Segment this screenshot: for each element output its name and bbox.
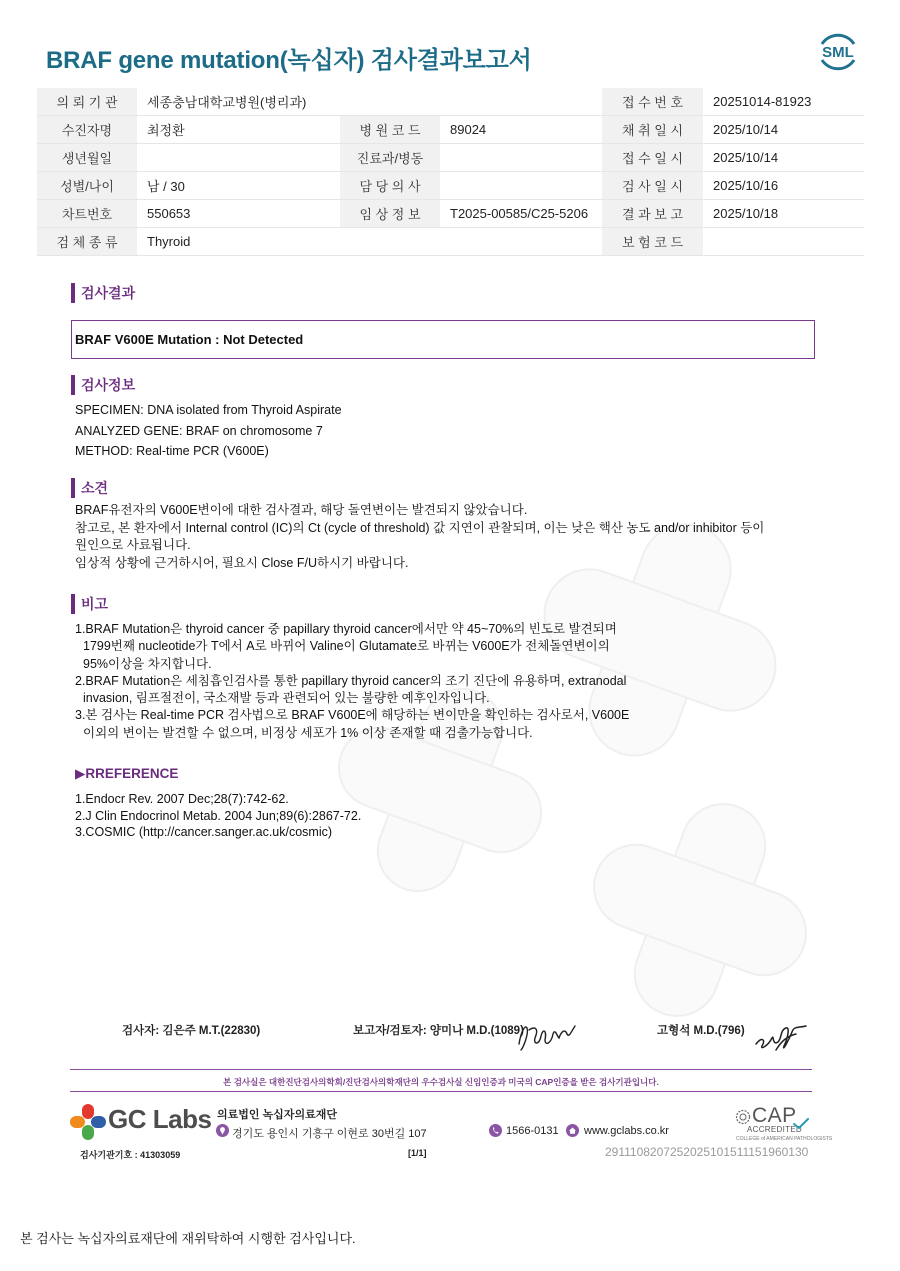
opinion-line: 원인으로 사료됩니다.: [75, 538, 191, 553]
sex-age-value: 남 / 30: [137, 172, 340, 200]
table-row: [37, 172, 864, 200]
address-text: 경기도 용인시 기흥구 이현로 30번길 107: [232, 1128, 427, 1140]
remarks-lines: [75, 621, 629, 742]
receipt-date-label: 접 수 일 시: [602, 144, 703, 172]
patient-name-value: 최정환: [137, 116, 340, 144]
home-icon: [566, 1124, 579, 1137]
test-date-label: 검 사 일 시: [602, 172, 703, 200]
cap-accredited-text: ACCREDITED: [747, 1125, 803, 1134]
remark-line: 이외의 변이는 발견할 수 없으며, 비정상 세포가 1% 이상 존재할 때 검출가능합니다.: [83, 725, 533, 740]
receipt-no-label: 접 수 번 호: [602, 88, 703, 116]
birth-date-value: [137, 144, 340, 172]
phone-icon: [489, 1124, 502, 1137]
patient-info-table: [37, 88, 864, 256]
institution-code: 검사기관기호 : 41303059: [80, 1150, 181, 1160]
accreditation-note: 본 검사실은 대한진단검사의학회/진단검사의학재단의 우수검사실 신임인증과 미국의 CAP인증을 받은 검사기관입니다.: [223, 1077, 659, 1087]
test-info-heading: 검사정보: [71, 375, 135, 395]
receipt-date-value: 2025/10/14: [703, 144, 864, 172]
referring-institution-label: 의 뢰 기 관: [37, 88, 137, 116]
opinion-lines: [75, 502, 764, 573]
location-pin-icon: [216, 1124, 229, 1137]
opinion-line: 임상적 상황에 근거하시어, 필요시 Close F/U하시기 바랍니다.: [75, 556, 409, 571]
reference-item: 2.J Clin Endocrinol Metab. 2004 Jun;89(6):2867-72.: [75, 808, 362, 823]
remark-line: 95%이상을 차지합니다.: [83, 656, 212, 671]
table-row: [37, 200, 864, 228]
sml-logo-text: SML: [822, 44, 854, 61]
report-date-value: 2025/10/18: [703, 200, 864, 228]
table-row: [37, 116, 864, 144]
method-line: METHOD: Real-time PCR (V600E): [75, 444, 269, 458]
organization-name: 의료법인 녹십자의료재단: [217, 1109, 337, 1121]
remark-line: 3.본 검사는 Real-time PCR 검사법으로 BRAF V600E에 해당하는 변이만을 확인하는 검사로서, V600E: [75, 708, 630, 723]
report-date-label: 결 과 보 고: [602, 200, 703, 228]
accreditation-bottom-divider: [70, 1091, 812, 1092]
sml-logo: [814, 28, 862, 76]
collection-date-value: 2025/10/14: [703, 116, 864, 144]
remark-line: invasion, 림프절전이, 국소재발 등과 관련되어 있는 불량한 예후인자입니다.: [83, 691, 490, 706]
analyzed-gene-line: ANALYZED GENE: BRAF on chromosome 7: [75, 423, 323, 438]
department-label: 진료과/병동: [340, 144, 440, 172]
reference-item: 1.Endocr Rev. 2007 Dec;28(7):742-62.: [75, 792, 289, 806]
remark-line: 1799번째 nucleotide가 T에서 A로 바뀌어 Valine이 Glutamate로 바뀌는 V600E가 전체돌연변이의: [83, 639, 610, 654]
opinion-line: BRAF유전자의 V600E변이에 대한 검사결과, 해당 돌연변이는 발견되지 않았습니다.: [75, 503, 528, 517]
physician-value: [440, 172, 602, 200]
specimen-line: SPECIMEN: DNA isolated from Thyroid Aspirate: [75, 403, 342, 417]
result-heading: 검사결과: [71, 283, 135, 303]
cap-logo-text: CAP: [752, 1104, 797, 1127]
table-row: [37, 228, 864, 256]
insurance-code-label: 보 험 코 드: [602, 228, 703, 256]
page-number: [1/1]: [408, 1148, 427, 1158]
birth-date-label: 생년월일: [37, 144, 137, 172]
clinical-info-value: T2025-00585/C25-5206: [440, 200, 602, 228]
reference-heading: ▶RREFERENCE: [75, 766, 179, 781]
outsourcing-note: 본 검사는 녹십자의료재단에 재위탁하여 시행한 검사입니다.: [20, 1231, 356, 1246]
clinical-info-label: 임 상 정 보: [340, 200, 440, 228]
reference-item: 3.COSMIC (http://cancer.sanger.ac.uk/cosmic): [75, 825, 333, 839]
barcode-number: 2911108207252025101511151960130: [605, 1145, 809, 1159]
cap-gear-icon: [735, 1109, 751, 1125]
gc-labs-logo-icon: [70, 1104, 106, 1140]
referring-institution-value: 세종충남대학교병원(병리과): [137, 88, 602, 116]
reference-lines: [75, 791, 361, 841]
reporter-signature-text: 보고자/검토자: 양미나 M.D.(1089): [353, 1025, 524, 1037]
specimen-type-value: Thyroid: [137, 228, 602, 256]
hospital-code-value: 89024: [440, 116, 602, 144]
report-title: BRAF gene mutation(녹십자) 검사결과보고서: [46, 47, 532, 74]
opinion-line: 참고로, 본 환자에서 Internal control (IC)의 Ct (cycle of threshold) 값 지연이 관찰되며, 이는 낮은 핵산 농도 and/or inhibitor 등이: [75, 520, 765, 535]
result-box: BRAF V600E Mutation : Not Detected: [71, 320, 815, 359]
chart-no-label: 차트번호: [37, 200, 137, 228]
test-date-value: 2025/10/16: [703, 172, 864, 200]
physician-label: 담 당 의 사: [340, 172, 440, 200]
test-info-lines: [75, 400, 342, 462]
tester-signature-text: 검사자: 김은주 M.T.(22830): [122, 1025, 261, 1037]
hospital-code-label: 병 원 코 드: [340, 116, 440, 144]
opinion-heading: 소견: [71, 478, 108, 498]
accreditation-top-divider: [70, 1069, 812, 1070]
table-row: [37, 144, 864, 172]
sex-age-label: 성별/나이: [37, 172, 137, 200]
gc-labs-logo-text: GC Labs: [108, 1104, 212, 1134]
remark-line: 2.BRAF Mutation은 세침흡인검사를 통한 papillary thyroid cancer의 조기 진단에 유용하며, extranodal: [75, 673, 627, 688]
cap-check-icon: [793, 1118, 809, 1130]
collection-date-label: 채 취 일 시: [602, 116, 703, 144]
director-handwritten-signature: [752, 1016, 810, 1056]
remark-line: 1.BRAF Mutation은 thyroid cancer 중 papillary thyroid cancer에서만 약 45~70%의 빈도로 발견되며: [75, 622, 617, 636]
chart-no-value: 550653: [137, 200, 340, 228]
specimen-type-label: 검 체 종 류: [37, 228, 137, 256]
reporter-handwritten-signature: [515, 1014, 581, 1054]
remarks-heading: 비고: [71, 594, 108, 614]
cap-college-text: COLLEGE of AMERICAN PATHOLOGISTS: [736, 1136, 833, 1142]
receipt-no-value: 20251014-81923: [703, 88, 864, 116]
department-value: [440, 144, 602, 172]
insurance-code-value: [703, 228, 864, 256]
phone-number: 1566-0131: [506, 1125, 559, 1137]
table-row: [37, 88, 864, 116]
director-signature-text: 고형석 M.D.(796): [657, 1025, 745, 1037]
website-text: www.gclabs.co.kr: [584, 1125, 669, 1137]
patient-name-label: 수진자명: [37, 116, 137, 144]
